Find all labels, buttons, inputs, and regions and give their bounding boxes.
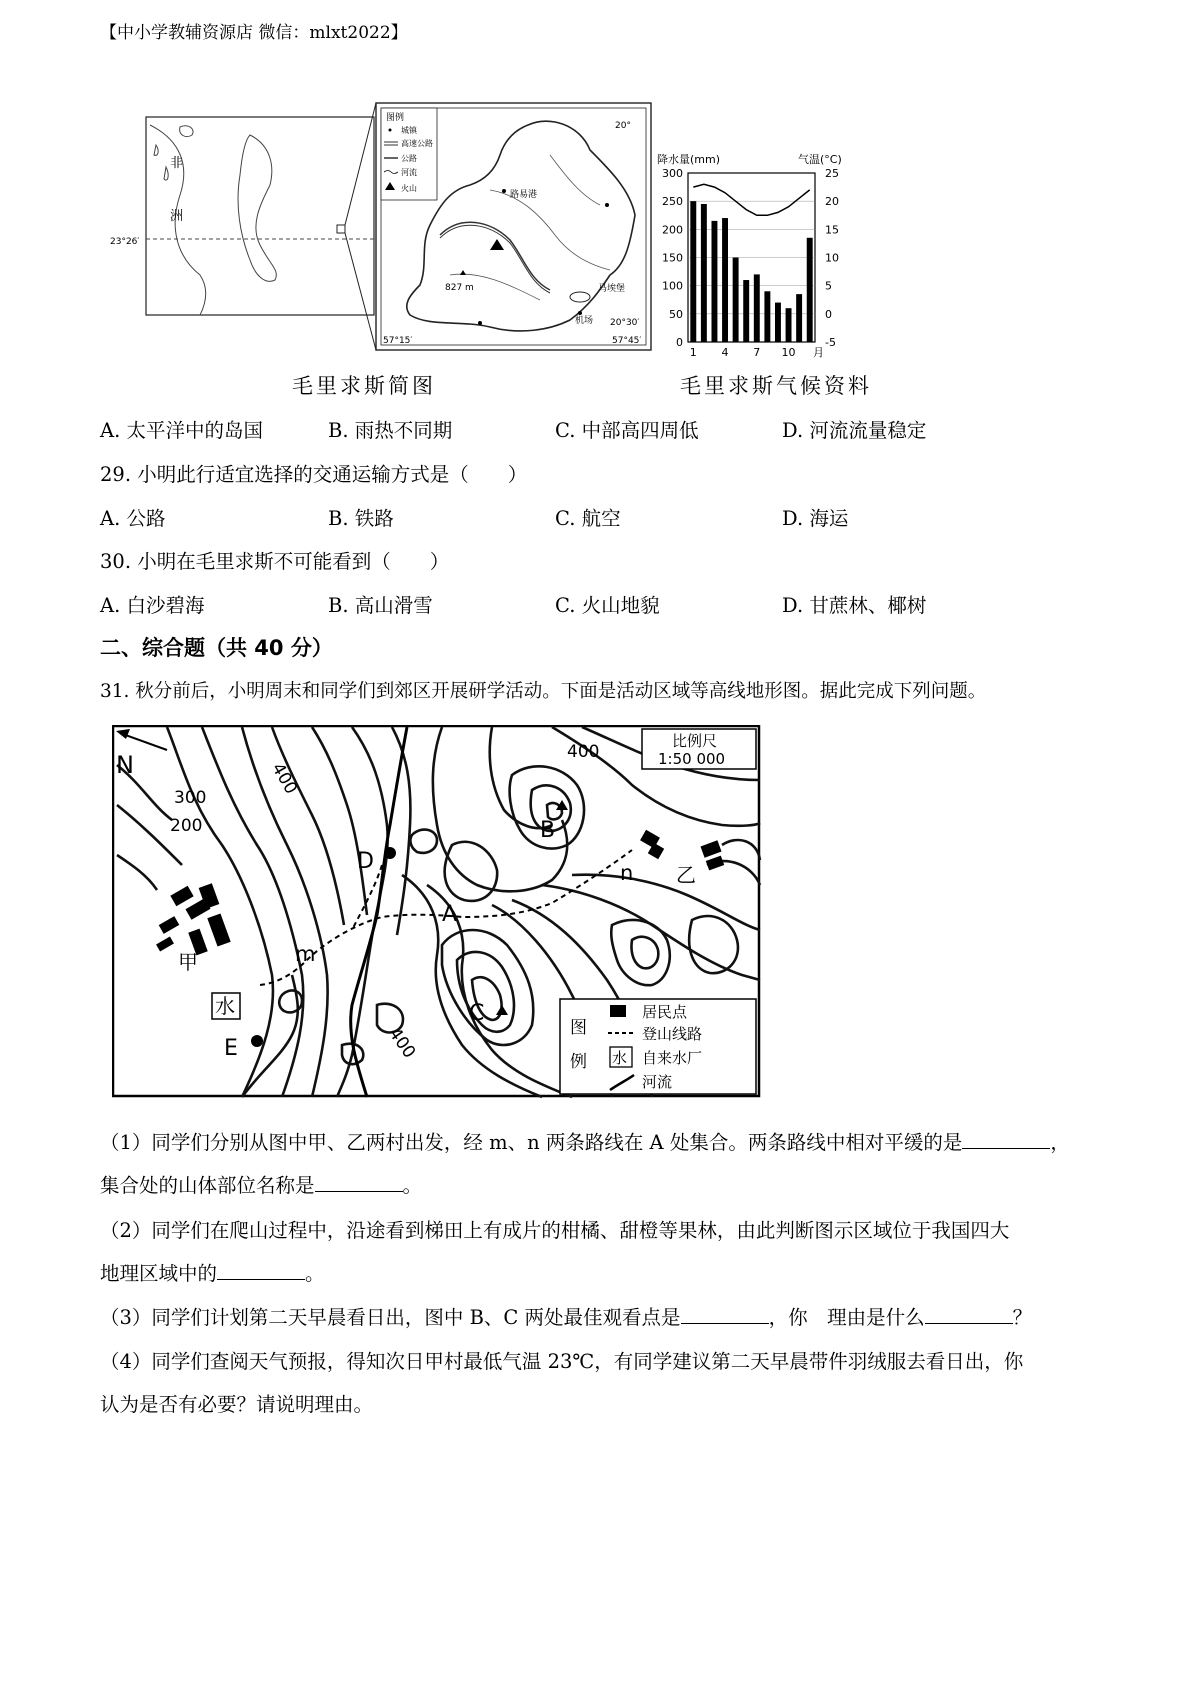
legend-waterworks: 自来水厂 [642,1049,703,1067]
precip-bar [711,221,717,342]
temp-tick-label: 10 [825,251,839,265]
africa-label-2: 洲 [170,209,184,224]
q31-sub3-punct: ？ [1012,1306,1033,1329]
q30-option-a: A. 白沙碧海 [100,594,205,617]
q31-sub3-text: （3）同学们计划第二天早晨看日出，图中 B、C 两处最佳观看点是 [100,1306,681,1329]
legend-river-item: 河流 [642,1073,673,1091]
climate-chart [657,152,842,359]
q31-sub2-line2 [100,1258,325,1286]
q28-option-d: D. 河流流量稳定 [782,419,927,442]
africa-locator-map [110,117,374,315]
precip-tick-label: 250 [662,195,683,209]
mauritius-figure [110,95,870,415]
q31-sub2-line2-punct: 。 [305,1262,325,1285]
precip-bar [807,238,813,342]
q29-option-c: C. 航空 [555,507,621,530]
point-b-label: B [540,818,556,843]
contour-400-label-b: 400 [567,742,600,762]
precip-bar [796,294,802,342]
legend-town: 城镇 [401,126,417,135]
point-d-label: D [357,849,374,874]
q31-sub1-line2 [100,1170,422,1198]
temp-tick-label: 0 [825,307,832,321]
temp-tick-label: 25 [825,167,839,180]
mauritius-detail-map [376,103,651,350]
month-tick-label: 1 [689,346,697,359]
q31-sub3-text-2: ，你 理由是什么 [768,1306,925,1329]
precip-tick-label: 200 [662,223,683,237]
temp-tick-label: 20 [825,195,839,209]
point-d-marker [384,847,396,859]
month-tick-label: 7 [753,346,761,359]
answer-blank[interactable] [925,1305,1013,1324]
precip-bar [786,308,792,342]
route-n-label: n [620,861,634,885]
precip-tick-label: 0 [676,336,683,349]
precip-axis-title: 降水量(mm) [657,153,721,166]
lat-bottom-label: 20°30′ [610,318,640,328]
precip-bar [743,280,749,342]
q31-sub1-line2-punct: 。 [402,1174,423,1197]
q29-option-b: B. 铁路 [328,507,394,530]
temp-tick-label: -5 [825,336,836,349]
q31-sub1-punct: ， [1050,1131,1070,1154]
temp-tick-label: 5 [825,279,832,293]
q28-option-b: B. 雨热不同期 [328,419,453,442]
contour-400-label-c: 400 [384,1024,420,1063]
village-jia-label: 甲 [178,950,198,974]
contour-400-label-a: 400 [267,759,301,798]
q30-option-d: D. 甘蔗林、椰树 [782,594,927,617]
q30-option-c: C. 火山地貌 [555,594,660,617]
month-tick-label: 10 [781,346,796,359]
month-tick-label: 4 [721,346,729,359]
q30-option-b: B. 高山滑雪 [328,594,433,617]
point-a-label: A [442,902,458,927]
lon-left-label: 57°15′ [383,336,413,346]
precip-bar [722,218,728,342]
contour-300-label: 300 [174,788,207,808]
q31-sub4-line2: 认为是否有必要？请说明理由。 [100,1393,374,1416]
water-plant-box: 水 [215,994,235,1018]
peak-label: 827 m [445,283,474,293]
route-m-label: m [295,942,316,966]
legend-water-icon: 水 [612,1049,628,1067]
precip-tick-label: 100 [662,279,683,293]
port-louis-label: 路易港 [510,190,538,200]
legend-highway: 高速公路 [401,139,433,148]
q28-option-a: A. 太平洋中的岛国 [100,419,263,442]
section-heading: 二、综合题（共 40 分） [100,636,333,660]
precip-bar [733,258,739,343]
q31-sub1-text: （1）同学们分别从图中甲、乙两村出发，经 m、n 两条路线在 A 处集合。两条路线中相对平缓的是 [100,1131,963,1154]
temp-tick-label: 15 [825,223,839,237]
precip-bar [701,204,707,342]
precip-tick-label: 50 [669,307,683,321]
legend-volcano: 火山 [401,184,417,193]
q31-sub4-line1: （4）同学们查阅天气预报，得知次日甲村最低气温 23℃，有同学建议第二天早晨带件羽绒服去看日出，你 [100,1350,1024,1373]
point-c-label: C [469,1001,485,1026]
answer-blank[interactable] [962,1130,1050,1149]
lon-right-label: 57°45′ [612,336,642,346]
q31-intro: 31. 秋分前后，小明周末和同学们到郊区开展研学活动。下面是活动区域等高线地形图。据此完成下列问题。 [100,681,987,702]
temperature-line [693,184,809,215]
precip-bar [754,274,760,342]
map-caption: 毛里求斯简图 [292,374,436,398]
climate-caption: 毛里求斯气候资料 [680,374,872,398]
q31-sub2-line1: （2）同学们在爬山过程中，沿途看到梯田上有成片的柑橘、甜橙等果林，由此判断图示区域位于我国四大 [100,1219,1010,1242]
legend-river: 河流 [401,168,417,177]
tropic-label: 23°26′ [110,237,140,247]
answer-blank[interactable] [315,1173,403,1192]
temp-axis-title: 气温(°C) [798,153,842,166]
north-label: N [116,751,134,779]
page-header: 【中小学教辅资源店 微信：mlxt2022】 [100,23,408,43]
contour-200-label: 200 [170,816,203,836]
scale-value: 1:50 000 [658,750,726,768]
africa-label-1: 非 [170,156,184,171]
scale-title: 比例尺 [672,732,718,750]
precip-tick-label: 300 [662,167,683,180]
legend-route: 登山线路 [642,1025,703,1043]
q30-stem: 30. 小明在毛里求斯不可能看到（ ） [100,550,450,573]
answer-blank[interactable] [681,1305,769,1324]
precip-tick-label: 150 [662,251,683,265]
point-e-marker [251,1035,263,1047]
legend-road: 公路 [401,154,417,163]
precip-bar [775,303,781,342]
q31-sub1-line1 [100,1127,1070,1155]
mahebourg-label: 马埃堡 [598,284,626,294]
legend-title: 图例 [386,113,405,123]
q29-option-a: A. 公路 [100,507,166,530]
month-unit-label: 月 [813,346,824,359]
lat-top-label: 20° [615,121,631,131]
q31-sub3 [100,1302,1032,1330]
legend-tu: 图 [570,1018,587,1038]
legend-residence: 居民点 [642,1003,688,1021]
village-yi-label: 乙 [676,863,696,887]
q31-sub2-line2-text: 地理区域中的 [100,1262,218,1285]
q28-option-c: C. 中部高四周低 [555,419,699,442]
q29-stem: 29. 小明此行适宜选择的交通运输方式是（ ） [100,463,528,486]
precip-bar [690,201,696,342]
contour-map [112,725,762,1100]
q29-option-d: D. 海运 [782,507,849,530]
contour-legend [560,999,756,1094]
airport-label: 机场 [575,316,594,326]
precip-bar [764,291,770,342]
point-e-label: E [224,1036,238,1061]
q31-sub1-line2-text: 集合处的山体部位名称是 [100,1174,315,1197]
legend-li: 例 [570,1052,587,1072]
answer-blank[interactable] [217,1261,305,1280]
